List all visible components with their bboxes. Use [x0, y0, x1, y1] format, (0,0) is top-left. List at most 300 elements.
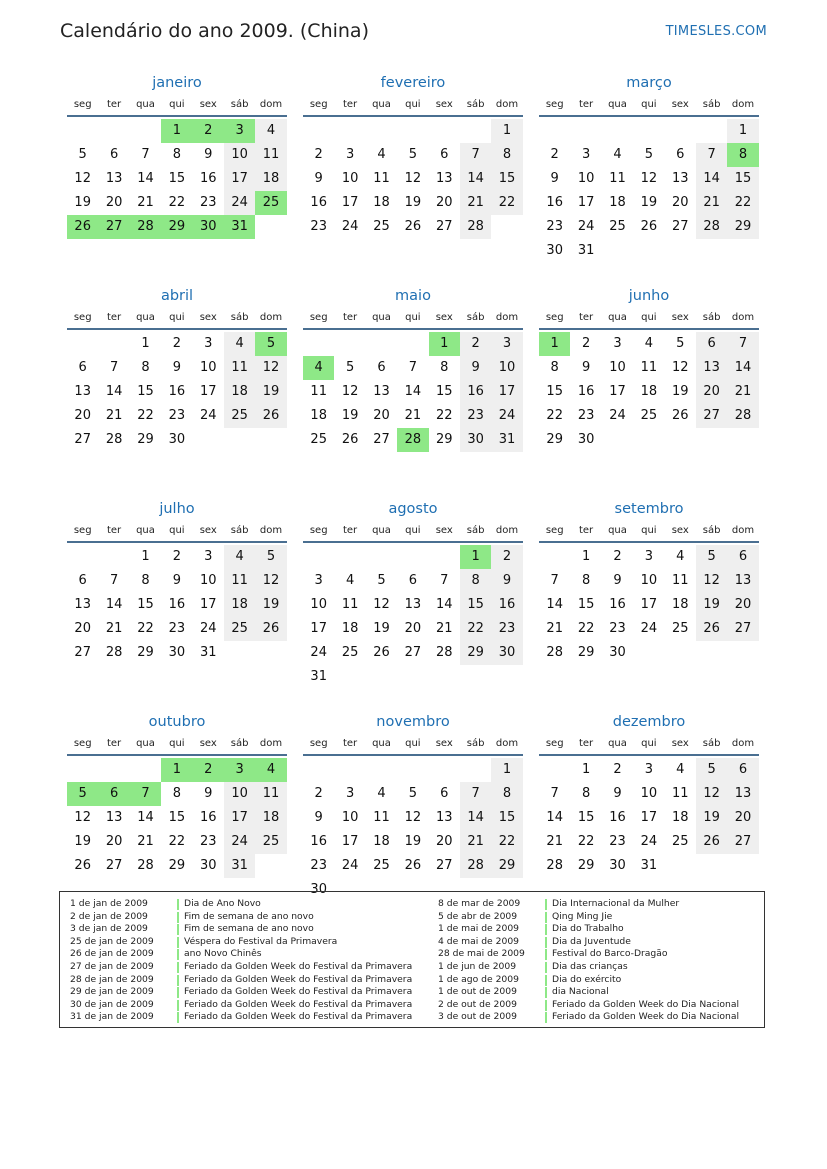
holiday-name: Dia do Trabalho: [552, 923, 624, 935]
holiday-day: 7: [130, 782, 161, 806]
day-cell: 15: [546, 384, 563, 399]
holiday-row: [70, 1011, 412, 1024]
day-cell: 28: [105, 432, 123, 447]
day-cell: 19: [404, 195, 422, 210]
weekday-header: [303, 733, 523, 756]
day-cell: 27: [696, 404, 727, 428]
day-cell: 11: [609, 171, 626, 186]
weekday-label: sex: [199, 312, 217, 323]
month-junho: [539, 285, 759, 498]
day-cell: 7: [460, 143, 491, 167]
day-cell: 14: [137, 810, 154, 825]
day-cell: 27: [74, 645, 91, 660]
day-cell: 26: [671, 408, 689, 423]
day-cell: 4: [345, 573, 355, 588]
empty-cell: [98, 545, 129, 569]
day-cell: 7: [440, 573, 449, 588]
day-cell: 28: [546, 645, 563, 660]
day-cell: 10: [491, 356, 522, 380]
day-cell: 10: [310, 597, 327, 612]
day-cell: 21: [404, 408, 422, 423]
day-cell: 21: [696, 191, 727, 215]
day-cell: 15: [137, 597, 154, 612]
holiday-date: 5 de abr de 2009: [438, 910, 518, 922]
day-cell: 18: [671, 597, 689, 612]
day-cell: 26: [373, 645, 390, 660]
day-cell: 20: [74, 621, 91, 636]
holiday-day: 2: [193, 758, 224, 782]
site-link[interactable]: TIMESLES.COM: [665, 24, 767, 39]
weekday-label: qua: [608, 312, 627, 323]
day-cell: 27: [435, 858, 453, 873]
weekday-label: sáb: [466, 312, 485, 323]
weekday-header: [539, 307, 759, 330]
day-cell: 27: [105, 858, 123, 873]
day-cell: 1: [727, 119, 758, 143]
holiday-day: 2: [193, 119, 224, 143]
holiday-marker: [177, 987, 179, 998]
weekday-label: sáb: [702, 312, 721, 323]
day-cell: 7: [460, 782, 491, 806]
day-cell: 23: [609, 834, 626, 849]
holiday-day: 5: [67, 782, 98, 806]
weekday-label: sex: [671, 525, 689, 536]
day-cell: 12: [255, 356, 286, 380]
holiday-date: 1 de ago de 2009: [438, 973, 519, 985]
holiday-row: [70, 999, 412, 1012]
day-cell: 9: [613, 786, 622, 801]
day-cell: 21: [460, 191, 491, 215]
day-cell: 16: [168, 597, 186, 612]
day-cell: 10: [341, 810, 359, 825]
empty-cell: [539, 545, 570, 569]
day-cell: 12: [696, 782, 727, 806]
holiday-date: 28 de jan de 2009: [70, 973, 154, 985]
day-cell: 13: [74, 384, 91, 399]
weekday-label: sáb: [230, 525, 249, 536]
holiday-marker: [545, 949, 547, 960]
day-cell: 22: [435, 408, 453, 423]
day-cell: 19: [255, 380, 286, 404]
holiday-day: 3: [224, 758, 255, 782]
day-cell: 14: [404, 384, 422, 399]
holiday-name: Festival do Barco-Dragão: [552, 948, 668, 960]
day-cell: 22: [137, 408, 154, 423]
day-cell: 9: [613, 573, 622, 588]
day-cell: 18: [671, 810, 689, 825]
weekday-label: qui: [169, 525, 185, 536]
day-grid: [539, 332, 759, 452]
day-cell: 16: [491, 593, 522, 617]
day-cell: 14: [137, 171, 154, 186]
weekday-label: sex: [671, 738, 689, 749]
day-cell: 6: [727, 758, 758, 782]
day-cell: 29: [491, 854, 522, 878]
day-cell: 3: [345, 147, 355, 162]
day-cell: 20: [404, 621, 422, 636]
holiday-marker: [177, 962, 179, 973]
day-cell: 14: [696, 167, 727, 191]
weekday-label: ter: [578, 525, 594, 536]
day-cell: 5: [676, 336, 685, 351]
day-cell: 4: [676, 549, 685, 564]
weekday-label: sex: [199, 738, 217, 749]
holiday-row: [70, 911, 412, 924]
day-cell: 22: [491, 830, 522, 854]
day-cell: 8: [141, 573, 150, 588]
day-cell: 13: [105, 810, 123, 825]
day-cell: 27: [727, 617, 758, 641]
holiday-row: [438, 986, 739, 999]
day-cell: 20: [696, 380, 727, 404]
day-cell: 25: [373, 858, 390, 873]
weekday-label: sex: [435, 525, 453, 536]
day-cell: 2: [491, 545, 522, 569]
weekday-label: dom: [259, 525, 283, 536]
holiday-name: Qing Ming Jie: [552, 910, 613, 922]
holiday-name: Dia Internacional da Mulher: [552, 898, 680, 909]
day-cell: 3: [204, 336, 213, 351]
day-cell: 5: [78, 147, 87, 162]
day-cell: 13: [671, 171, 689, 186]
day-cell: 5: [377, 573, 386, 588]
empty-cell: [98, 758, 129, 782]
weekday-label: sex: [671, 99, 689, 110]
day-cell: 10: [224, 782, 255, 806]
empty-cell: [366, 545, 397, 569]
day-cell: 4: [644, 336, 653, 351]
day-cell: 5: [644, 147, 653, 162]
day-cell: 22: [577, 621, 595, 636]
day-cell: 8: [491, 782, 522, 806]
empty-cell: [303, 332, 334, 356]
holiday-name: Feriado da Golden Week do Dia Nacional: [552, 998, 740, 1010]
day-cell: 30: [609, 645, 626, 660]
day-cell: 24: [199, 408, 217, 423]
weekday-label: sáb: [230, 312, 249, 323]
day-cell: 2: [172, 336, 181, 351]
day-cell: 22: [491, 191, 522, 215]
month-name: setembro: [614, 501, 684, 517]
weekday-label: qui: [169, 312, 185, 323]
day-cell: 23: [460, 404, 491, 428]
holiday-date: 31 de jan de 2009: [70, 1011, 154, 1023]
weekday-label: qui: [405, 738, 421, 749]
day-cell: 1: [581, 549, 591, 564]
day-cell: 20: [727, 806, 758, 830]
holiday-marker: [545, 899, 547, 910]
day-cell: 17: [640, 810, 658, 825]
holiday-date: 2 de out de 2009: [438, 998, 517, 1010]
day-cell: 25: [671, 621, 689, 636]
day-cell: 13: [373, 384, 390, 399]
holiday-name: Feriado da Golden Week do Festival da Primavera: [184, 998, 413, 1010]
day-cell: 7: [550, 786, 559, 801]
day-cell: 2: [613, 762, 622, 777]
holiday-date: 3 de out de 2009: [438, 1011, 517, 1023]
day-cell: 11: [310, 384, 327, 399]
day-grid: [67, 758, 287, 878]
holiday-row: [438, 898, 739, 911]
day-cell: 29: [137, 432, 154, 447]
month-name: maio: [395, 288, 431, 304]
month-grid: [67, 72, 759, 924]
day-cell: 31: [577, 243, 595, 258]
empty-cell: [67, 332, 98, 356]
weekday-label: sáb: [702, 525, 721, 536]
empty-cell: [397, 545, 428, 569]
holiday-day: 25: [255, 191, 286, 215]
holiday-row: [70, 986, 412, 999]
month-name: outubro: [148, 714, 206, 730]
holiday-date: 8 de mar de 2009: [438, 898, 521, 909]
day-cell: 31: [310, 669, 327, 684]
day-cell: 18: [373, 195, 390, 210]
day-cell: 11: [640, 360, 658, 375]
weekday-label: seg: [309, 99, 328, 110]
holiday-day: 27: [98, 215, 129, 239]
day-cell: 12: [404, 810, 422, 825]
day-cell: 30: [168, 645, 186, 660]
day-cell: 25: [640, 408, 658, 423]
day-cell: 12: [696, 569, 727, 593]
day-cell: 28: [727, 404, 758, 428]
day-cell: 1: [141, 549, 150, 564]
empty-cell: [130, 758, 161, 782]
weekday-label: ter: [106, 525, 122, 536]
day-cell: 7: [727, 332, 758, 356]
empty-cell: [570, 119, 601, 143]
day-cell: 15: [168, 810, 186, 825]
holiday-date: 1 de jun de 2009: [438, 960, 517, 972]
day-grid: [67, 332, 287, 452]
empty-cell: [366, 119, 397, 143]
day-cell: 17: [577, 195, 595, 210]
day-cell: 6: [440, 786, 449, 801]
day-cell: 15: [137, 384, 154, 399]
holiday-day: 26: [67, 215, 98, 239]
day-cell: 24: [341, 858, 359, 873]
day-cell: 8: [141, 360, 150, 375]
empty-cell: [665, 119, 696, 143]
day-cell: 2: [172, 549, 181, 564]
day-cell: 29: [577, 858, 595, 873]
day-cell: 16: [577, 384, 595, 399]
day-cell: 9: [172, 573, 181, 588]
empty-cell: [460, 758, 491, 782]
weekday-label: qua: [372, 525, 391, 536]
weekday-header: [67, 733, 287, 756]
weekday-label: qui: [641, 312, 657, 323]
day-cell: 20: [373, 408, 390, 423]
weekday-label: ter: [106, 99, 122, 110]
weekday-header: [303, 307, 523, 330]
holiday-name: Dia da Juventude: [552, 935, 631, 947]
day-cell: 3: [345, 786, 355, 801]
day-cell: 16: [168, 384, 186, 399]
holiday-name: Véspera do Festival da Primavera: [184, 935, 338, 947]
day-cell: 28: [435, 645, 453, 660]
day-cell: 4: [676, 762, 685, 777]
day-cell: 20: [435, 195, 453, 210]
holiday-name: Fim de semana de ano novo: [184, 923, 314, 935]
weekday-label: ter: [342, 312, 358, 323]
weekday-label: qui: [169, 738, 185, 749]
day-cell: 24: [640, 834, 658, 849]
holiday-name: Feriado da Golden Week do Dia Nacional: [552, 1011, 740, 1023]
day-cell: 10: [341, 171, 359, 186]
day-cell: 23: [168, 408, 186, 423]
day-cell: 15: [435, 384, 453, 399]
holiday-row: [70, 961, 412, 974]
day-cell: 30: [168, 432, 186, 447]
empty-cell: [334, 758, 365, 782]
month-março: [539, 72, 759, 285]
weekday-label: ter: [342, 99, 358, 110]
weekday-label: seg: [545, 312, 564, 323]
day-cell: 31: [224, 854, 255, 878]
holiday-row: [438, 999, 739, 1012]
day-cell: 17: [310, 621, 327, 636]
day-cell: 15: [727, 167, 758, 191]
day-cell: 19: [404, 834, 422, 849]
day-cell: 3: [491, 332, 522, 356]
day-cell: 14: [460, 806, 491, 830]
day-cell: 1: [141, 336, 150, 351]
empty-cell: [429, 545, 460, 569]
day-cell: 17: [609, 384, 626, 399]
weekday-header: [303, 520, 523, 543]
day-cell: 23: [168, 621, 186, 636]
day-cell: 16: [310, 834, 327, 849]
day-cell: 21: [137, 834, 154, 849]
holiday-date: 30 de jan de 2009: [70, 998, 154, 1010]
day-cell: 16: [546, 195, 563, 210]
day-cell: 30: [609, 858, 626, 873]
holiday-date: 1 de out de 2009: [438, 986, 517, 998]
weekday-label: qui: [641, 99, 657, 110]
day-cell: 26: [341, 432, 359, 447]
weekday-label: qui: [405, 525, 421, 536]
holiday-day: 1: [539, 332, 570, 356]
day-cell: 16: [609, 810, 626, 825]
weekday-label: ter: [342, 738, 358, 749]
weekday-label: sáb: [230, 738, 249, 749]
holiday-name: Feriado da Golden Week do Festival da Primavera: [184, 960, 413, 972]
day-cell: 22: [546, 408, 563, 423]
day-cell: 3: [204, 549, 213, 564]
weekday-label: qui: [169, 99, 185, 110]
day-cell: 12: [74, 810, 91, 825]
day-cell: 11: [255, 782, 286, 806]
month-name: março: [626, 75, 672, 91]
holiday-marker: [545, 962, 547, 973]
day-cell: 11: [671, 786, 689, 801]
weekday-label: ter: [106, 312, 122, 323]
day-cell: 6: [676, 147, 685, 162]
holiday-marker: [177, 1000, 179, 1011]
day-cell: 3: [613, 336, 622, 351]
day-grid: [539, 119, 759, 263]
month-julho: [67, 498, 287, 711]
day-cell: 21: [105, 408, 123, 423]
weekday-header: [539, 94, 759, 117]
day-cell: 4: [613, 147, 622, 162]
day-cell: 15: [168, 171, 186, 186]
empty-cell: [429, 758, 460, 782]
day-cell: 21: [460, 830, 491, 854]
day-cell: 29: [168, 858, 186, 873]
holiday-day: 28: [397, 428, 428, 452]
day-cell: 14: [435, 597, 453, 612]
day-cell: 25: [310, 432, 327, 447]
day-cell: 16: [460, 380, 491, 404]
day-cell: 17: [199, 597, 217, 612]
day-cell: 9: [550, 171, 559, 186]
holiday-row: [438, 948, 739, 961]
weekday-header: [67, 94, 287, 117]
day-cell: 31: [491, 428, 522, 452]
holiday-marker: [545, 1000, 547, 1011]
holiday-date: 1 de mai de 2009: [438, 923, 520, 935]
day-cell: 29: [460, 641, 491, 665]
day-cell: 27: [671, 219, 689, 234]
day-cell: 19: [671, 384, 689, 399]
day-cell: 18: [255, 806, 286, 830]
weekday-label: sáb: [466, 525, 485, 536]
day-cell: 27: [404, 645, 422, 660]
day-cell: 19: [640, 195, 658, 210]
holiday-marker: [545, 1012, 547, 1023]
holiday-row: [70, 936, 412, 949]
weekday-label: dom: [731, 312, 755, 323]
weekday-label: sex: [435, 738, 453, 749]
weekday-label: dom: [259, 312, 283, 323]
day-cell: 20: [727, 593, 758, 617]
month-agosto: [303, 498, 523, 711]
weekday-label: ter: [342, 525, 358, 536]
day-cell: 28: [546, 858, 563, 873]
holiday-name: Feriado da Golden Week do Festival da Primavera: [184, 986, 413, 998]
day-cell: 4: [377, 786, 386, 801]
day-cell: 22: [168, 834, 186, 849]
day-cell: 24: [310, 645, 327, 660]
holiday-row: [438, 936, 739, 949]
day-cell: 5: [345, 360, 355, 375]
day-cell: 26: [255, 404, 286, 428]
empty-cell: [397, 119, 428, 143]
day-cell: 28: [105, 645, 123, 660]
day-cell: 29: [435, 432, 453, 447]
holiday-day: 1: [429, 332, 460, 356]
day-cell: 2: [581, 336, 591, 351]
day-cell: 11: [224, 356, 255, 380]
weekday-label: sex: [671, 312, 689, 323]
day-cell: 7: [109, 573, 119, 588]
day-cell: 8: [172, 786, 181, 801]
day-cell: 26: [640, 219, 658, 234]
weekday-label: sáb: [466, 738, 485, 749]
day-cell: 18: [609, 195, 626, 210]
day-cell: 16: [199, 171, 217, 186]
month-name: dezembro: [612, 714, 686, 730]
empty-cell: [696, 119, 727, 143]
day-cell: 30: [460, 428, 491, 452]
day-cell: 11: [224, 569, 255, 593]
weekday-label: seg: [309, 738, 328, 749]
day-cell: 31: [640, 858, 658, 873]
day-cell: 9: [460, 356, 491, 380]
